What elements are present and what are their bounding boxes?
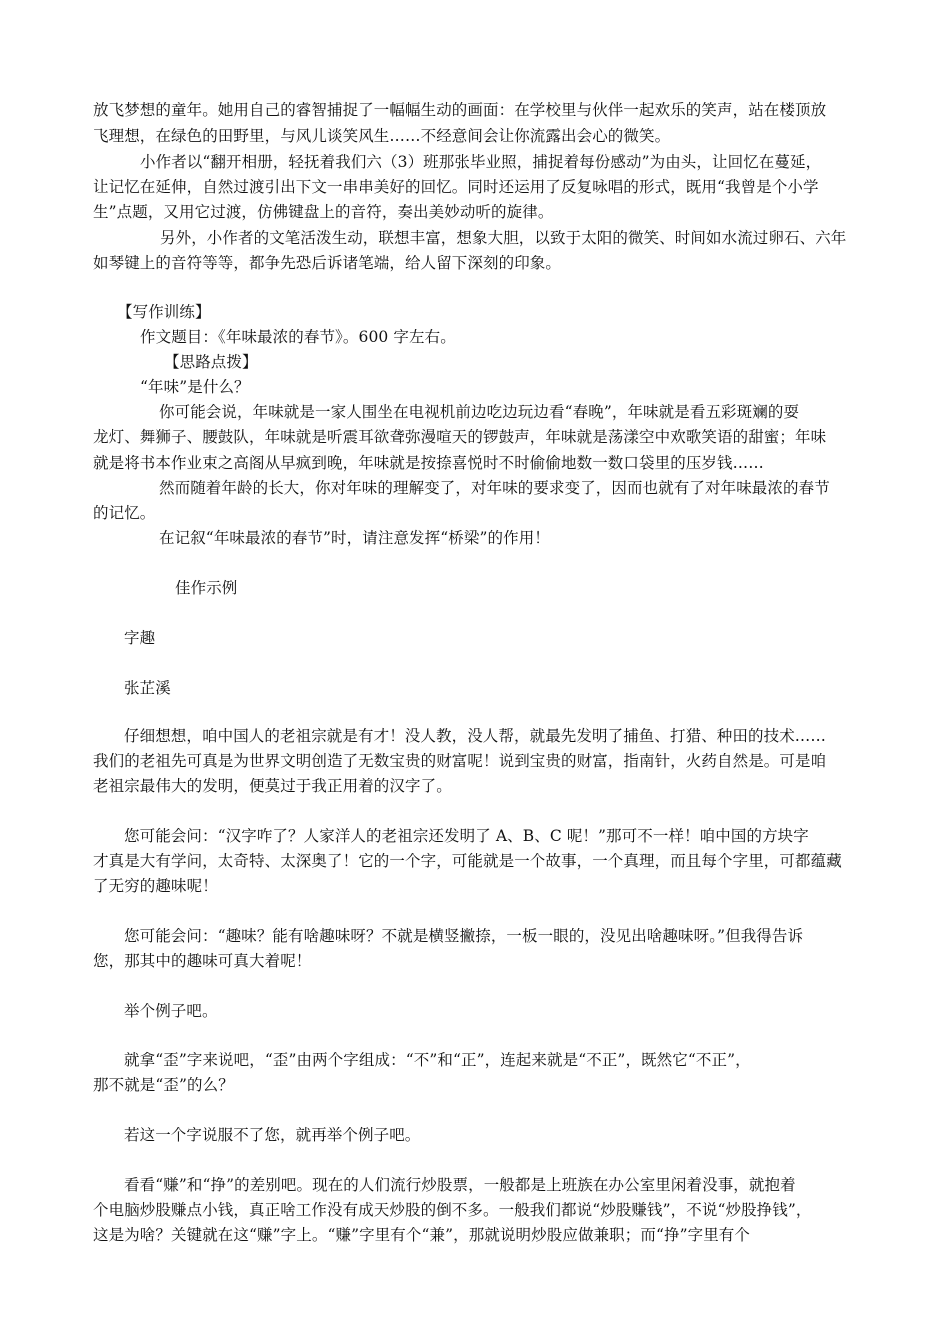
text-line: 就是将书本作业束之高阁从早疯到晚，年味就是按捺喜悦时不时偷偷地数一数口袋里的压岁钱…… (93, 454, 764, 472)
text-line: 作文题目：《年味最浓的春节》。600 字左右。 (140, 328, 456, 346)
example-heading: 佳作示例 (175, 579, 238, 597)
text-line: 若这一个字说服不了您，就再举个例子吧。 (124, 1126, 421, 1144)
section-heading: 【写作训练】 (117, 303, 211, 321)
text-line: 让记忆在延伸，自然过渡引出下文一串串美好的回忆。同时还运用了反复咏唱的形式，既用“我曾是个小学 (93, 178, 819, 196)
text-line: 然而随着年龄的长大，你对年味的理解变了，对年味的要求变了，因而也就有了对年味最浓的春节 (159, 479, 830, 497)
essay-title: 字趣 (124, 629, 156, 647)
text-line: 您可能会问：“趣味？能有啥趣味呀？不就是横竖撇捺，一板一眼的，没见出啥趣味呀。”但我得告诉 (124, 927, 804, 945)
text-line: 在记叙“年味最浓的春节”时，请注意发挥“桥梁”的作用！ (159, 529, 550, 547)
text-line: 飞理想，在绿色的田野里，与风儿谈笑风生……不经意间会让你流露出会心的微笑。 (93, 127, 671, 145)
text-line: 生”点题，又用它过渡，仿佛键盘上的音符，奏出美妙动听的旋律。 (93, 203, 554, 221)
text-line: 举个例子吧。 (124, 1002, 218, 1020)
essay-author: 张芷溪 (124, 679, 171, 697)
text-line: 仔细想想，咱中国人的老祖宗就是有才！没人教，没人帮，就最先发明了捕鱼、打猎、种田的技术…… (124, 727, 827, 745)
text-line: 看看“赚”和“挣”的差别吧。现在的人们流行炒股票，一般都是上班族在办公室里闲着没事，就抱着 (124, 1176, 796, 1194)
section-heading: 【思路点拨】 (164, 353, 258, 371)
text-line: 这是为啥？关键就在这“赚”字上。“赚”字里有个“兼”，那就说明炒股应做兼职；而“挣”字里有个 (93, 1226, 750, 1244)
text-line: 另外，小作者的文笔活泼生动，联想丰富，想象大胆，以致于太阳的微笑、时间如水流过卵石、六年 (160, 229, 847, 247)
text-line: 了无穷的趣味呢！ (93, 877, 218, 895)
text-line: 个电脑炒股赚点小钱，真正啥工作没有成天炒股的倒不多。一般我们都说“炒股赚钱”，不说“炒股挣钱”， (93, 1201, 812, 1219)
text-line: “年味”是什么？ (140, 378, 250, 396)
text-line: 我们的老祖先可真是为世界文明创造了无数宝贵的财富呢！说到宝贵的财富，指南针，火药自然是。可是咱 (93, 752, 827, 770)
text-line: 放飞梦想的童年。她用自己的睿智捕捉了一幅幅生动的画面：在学校里与伙伴一起欢乐的笑声，站在楼顶放 (93, 101, 827, 119)
text-line: 就拿“歪”字来说吧，“歪”由两个字组成：“不”和“正”，连起来就是“不正”，既然它“不正”， (124, 1051, 751, 1069)
text-line: 您，那其中的趣味可真大着呢！ (93, 952, 312, 970)
text-line: 你可能会说，年味就是一家人围坐在电视机前边吃边玩边看“春晚”，年味就是看五彩斑斓的耍 (159, 403, 800, 421)
text-line: 那不就是“歪”的么？ (93, 1076, 234, 1094)
text-line: 小作者以“翻开相册，轻抚着我们六（3）班那张毕业照，捕捉着每份感动”为由头，让回忆在蔓延， (140, 153, 822, 171)
text-line: 老祖宗最伟大的发明，便莫过于我正用着的汉字了。 (93, 777, 452, 795)
text-line: 如琴键上的音符等等，都争先恐后诉诸笔端，给人留下深刻的印象。 (93, 254, 562, 272)
text-line: 才真是大有学问，太奇特、太深奥了！它的一个字，可能就是一个故事，一个真理，而且每个字里，可都蕴藏 (93, 852, 842, 870)
text-line: 您可能会问：“汉字咋了？人家洋人的老祖宗还发明了 A、B、C 呢！”那可不一样！咱中国的方块字 (124, 827, 809, 845)
text-line: 的记忆。 (93, 504, 156, 522)
text-line: 龙灯、舞狮子、腰鼓队，年味就是听震耳欲聋弥漫喧天的锣鼓声，年味就是荡漾空中欢歌笑语的甜蜜；年味 (93, 428, 827, 446)
